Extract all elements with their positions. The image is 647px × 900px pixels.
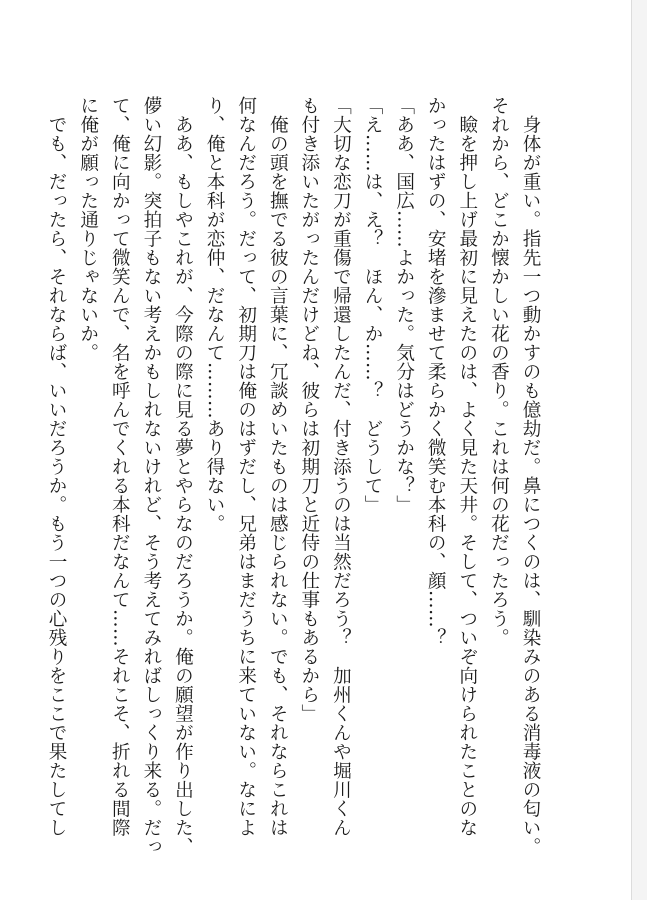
text-line-9: 俺の頭を撫でる彼の言葉に、冗談めいたものは感じられない。でも、それならこれは: [267, 114, 289, 837]
text-line-8: も付き添いたがったんだけどね、彼らは初期刀と近侍の仕事もあるから」: [298, 96, 320, 723]
page-edge: [631, 0, 647, 900]
text-line-14: て、俺に向かって微笑んで、名を呼んでくれる本科だなんて……それこそ、折れる間際: [109, 96, 131, 837]
text-line-3: 瞼を押し上げ最初に見えたのは、よく見た天井。そして、ついぞ向けられたことのな: [456, 114, 478, 837]
text-line-15: に俺が願った通りじゃないか。: [77, 96, 99, 362]
text-line-16: でも、だったら、それならば、いいだろうか。もう一つの心残りをここで果たしてし: [46, 114, 68, 837]
text-line-1: 身体が重い。指先一つ動かすのも億劫だ。鼻につくのは、馴染みのある消毒液の匂い。: [520, 114, 541, 856]
text-line-2: それから、どこか懐かしい花の香り。これは何の花だったろう。: [488, 96, 510, 647]
text-line-12: ああ、もしやこれが、今際の際に見る夢とやらなのだろうか。俺の願望が作り出した、: [172, 114, 194, 856]
vertical-text-body: [41, 96, 547, 858]
text-line-6: 「え……は、え？ ほん、か……？ どうして」: [362, 96, 384, 514]
text-line-10: 何なんだろう。だって、初期刀は俺のはずだし、兄弟はまだうちに来ていない。なによ: [235, 96, 257, 837]
text-line-5: 「ああ、国広……よかった。気分はどうかな？」: [393, 96, 415, 514]
text-line-13: 儚い幻影。突拍子もない考えかもしれないけれど、そう考えてみればしっくり来る。だっ: [140, 96, 162, 856]
text-line-11: り、俺と本科が恋仲、だなんて………あり得ない。: [204, 96, 226, 533]
text-line-4: かったはずの、安堵を滲ませて柔らかく微笑む本科の、顔……？: [425, 96, 447, 647]
text-line-7: 「大切な恋刀が重傷で帰還したんだ、付き添うのは当然だろう？ 加州くんや堀川くん: [330, 96, 352, 837]
